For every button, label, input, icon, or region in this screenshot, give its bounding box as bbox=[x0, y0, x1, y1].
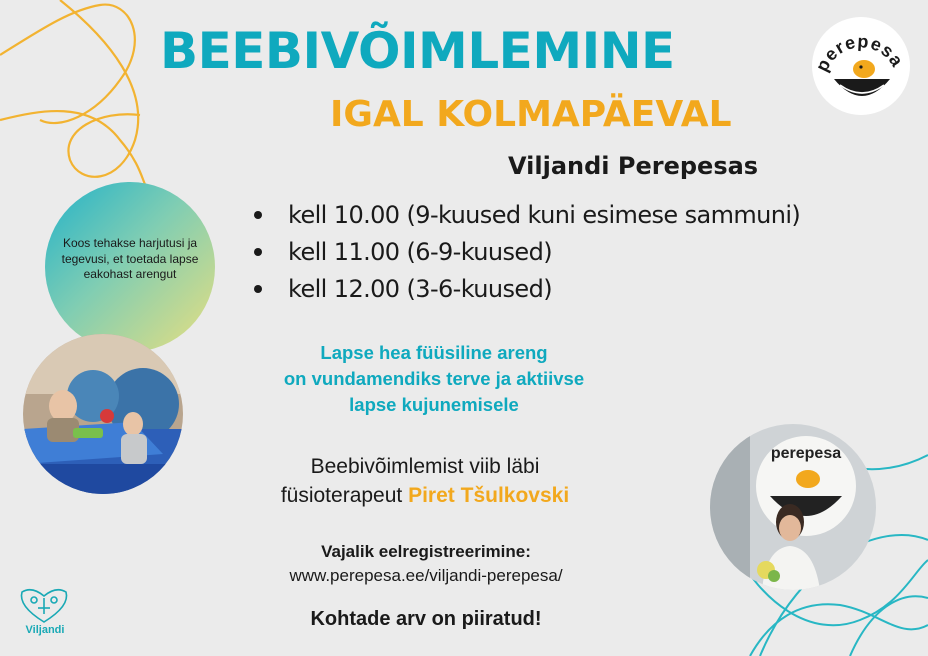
slogan-line: Lapse hea füüsiline areng bbox=[320, 342, 548, 363]
schedule-list bbox=[252, 198, 800, 309]
limited-spots-notice: Kohtade arv on piiratud! bbox=[310, 608, 542, 630]
page-title: BEEBIVÕIMLEMINE bbox=[160, 22, 675, 80]
viljandi-logo-text: Viljandi bbox=[25, 624, 65, 636]
schedule-item-text: kell 11.00 (6-9-kuused) bbox=[288, 238, 552, 266]
instructor-name: Piret Tšulkovski bbox=[408, 484, 570, 507]
logo-text: perepesa bbox=[812, 31, 908, 75]
schedule-item bbox=[252, 198, 800, 235]
orange-swirl-decoration bbox=[0, 0, 160, 200]
instructor-role: füsioterapeut bbox=[280, 484, 409, 507]
instructor-photo bbox=[710, 424, 876, 590]
schedule-item-text: kell 12.00 (3-6-kuused) bbox=[288, 275, 552, 303]
intro-text: Koos tehakse harjutusi ja tegevusi, et toetada lapse eakohast arengut bbox=[61, 236, 199, 281]
instructor-line bbox=[230, 481, 620, 510]
bullet-icon bbox=[254, 285, 262, 293]
svg-text:perepesa: perepesa bbox=[770, 445, 842, 462]
registration-url[interactable]: www.perepesa.ee/viljandi-perepesa/ bbox=[289, 566, 563, 585]
bullet-icon bbox=[254, 211, 262, 219]
slogan-line: on vundamendiks terve ja aktiivse bbox=[283, 368, 585, 389]
instructor-line: Beebivõimlemist viib läbi bbox=[310, 455, 540, 478]
slogan-line: lapse kujunemisele bbox=[349, 394, 519, 415]
slogan bbox=[226, 340, 642, 418]
kids-photo bbox=[23, 334, 183, 494]
schedule-item bbox=[252, 235, 800, 272]
schedule-item bbox=[252, 272, 800, 309]
instructor-info bbox=[230, 452, 620, 510]
registration-label: Vajalik eelregistreerimine: bbox=[321, 542, 531, 561]
schedule-item-text: kell 10.00 (9-kuused kuni esimese sammuni) bbox=[288, 201, 801, 229]
location-heading: Viljandi Perepesas bbox=[508, 152, 759, 180]
bird-icon bbox=[853, 60, 875, 78]
bullet-icon bbox=[254, 248, 262, 256]
page-subtitle: IGAL KOLMAPÄEVAL bbox=[330, 94, 732, 135]
perepesa-logo bbox=[812, 17, 910, 115]
